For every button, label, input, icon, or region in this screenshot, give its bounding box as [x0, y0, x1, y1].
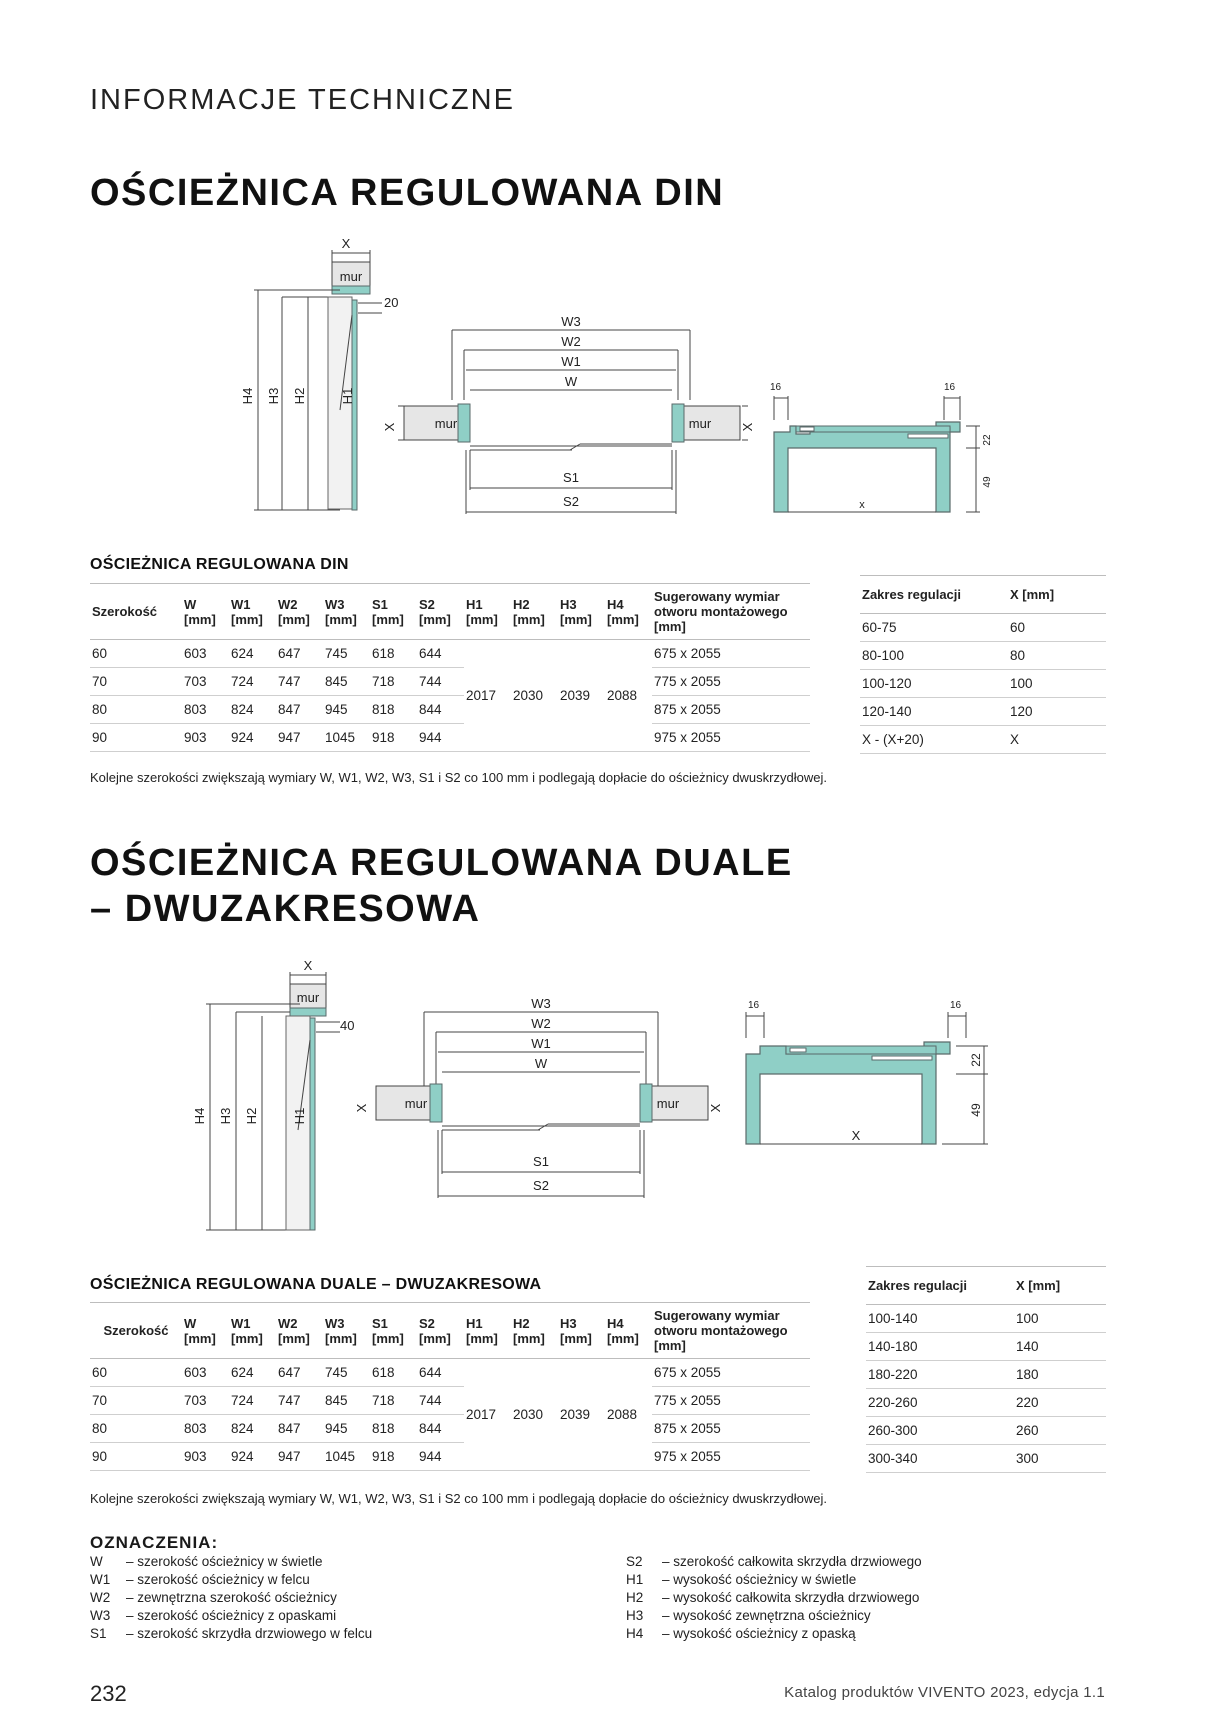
cell-opening: 775 x 2055	[652, 668, 810, 696]
table-row	[90, 696, 810, 724]
legend-item	[626, 1553, 922, 1571]
range-row	[866, 1305, 1106, 1333]
section1-range-table	[860, 575, 1106, 754]
side-offset-label: 20	[384, 295, 399, 310]
col-h4: H4 [mm]	[605, 584, 652, 640]
legend-desc: – zewnętrzna szerokość ościeżnicy	[126, 1590, 337, 1605]
cell-h3: 2039	[558, 1359, 605, 1471]
col-s1: S1 [mm]	[370, 1303, 417, 1359]
range-header-row	[860, 576, 1106, 614]
profile-view	[746, 1012, 988, 1144]
cell-w3: 745	[323, 640, 370, 668]
section1-table-title: OŚCIEŻNICA REGULOWANA DIN	[90, 556, 349, 573]
side-h2-label: H2	[244, 1107, 259, 1125]
cell-w1: 624	[229, 1359, 276, 1387]
cell-s1: 618	[370, 1359, 417, 1387]
section2-note: Kolejne szerokości zwiększają wymiary W, W1, W2, W3, S1 i S2 co 100 mm i podlegają dopłacie do ościeżnicy dwuskrzydłowej.	[90, 1491, 827, 1506]
cell-s1: 918	[370, 724, 417, 752]
legend-desc: – szerokość ościeżnicy w świetle	[126, 1554, 323, 1569]
cell-w1: 924	[229, 1443, 276, 1471]
col-opening: Sugerowany wymiar otworu montażowego [mm]	[652, 1303, 810, 1359]
cell-w1: 824	[229, 1415, 276, 1443]
cell-x: 100	[1008, 670, 1106, 698]
cell-width: 70	[90, 1387, 182, 1415]
front-w1-label: W1	[561, 354, 581, 369]
front-s1-label: S1	[533, 1154, 549, 1169]
front-w-label: W	[534, 1056, 548, 1071]
cell-w3: 1045	[323, 1443, 370, 1471]
front-s2-label: S2	[533, 1178, 549, 1193]
table-row	[90, 640, 810, 668]
col-h3: H3 [mm]	[558, 1303, 605, 1359]
cell-w1: 624	[229, 640, 276, 668]
legend-key: H4	[626, 1626, 644, 1641]
legend-item	[626, 1571, 922, 1589]
cell-s1: 818	[370, 1415, 417, 1443]
col-h2: H2 [mm]	[511, 1303, 558, 1359]
side-x-label: X	[341, 236, 351, 251]
legend-key: W1	[90, 1572, 111, 1587]
cell-w2: 847	[276, 696, 323, 724]
cell-w3: 845	[323, 1387, 370, 1415]
cell-w2: 647	[276, 1359, 323, 1387]
table-header-row	[90, 1303, 810, 1359]
cell-s2: 644	[417, 640, 464, 668]
cell-w2: 947	[276, 1443, 323, 1471]
legend-item	[626, 1589, 922, 1607]
front-x-left-label: X	[354, 1103, 369, 1113]
cell-x: 120	[1008, 698, 1106, 726]
side-offset-label: 40	[340, 1018, 355, 1033]
col-x: X [mm]	[1008, 576, 1106, 614]
section1-diagram	[0, 0, 1211, 560]
cell-opening: 875 x 2055	[652, 1415, 810, 1443]
side-h1-label: H1	[292, 1107, 307, 1125]
col-h2: H2 [mm]	[511, 584, 558, 640]
cell-opening: 875 x 2055	[652, 696, 810, 724]
cell-h2: 2030	[511, 640, 558, 752]
side-h4-label: H4	[192, 1107, 207, 1125]
side-x-label: X	[303, 958, 313, 973]
cell-opening: 975 x 2055	[652, 1443, 810, 1471]
legend-item	[90, 1553, 372, 1571]
range-row	[860, 698, 1106, 726]
cell-x: 260	[1014, 1417, 1106, 1445]
front-w3-label: W3	[561, 314, 581, 329]
cell-w3: 945	[323, 1415, 370, 1443]
section1-heading: OŚCIEŻNICA REGULOWANA DIN	[90, 172, 725, 214]
legend-right	[626, 1553, 922, 1643]
range-row	[866, 1361, 1106, 1389]
side-h1-label: H1	[340, 387, 355, 405]
side-mur-label: mur	[296, 990, 320, 1005]
legend-item	[626, 1607, 922, 1625]
col-w2: W2 [mm]	[276, 1303, 323, 1359]
side-view	[206, 972, 340, 1230]
cell-width: 90	[90, 1443, 182, 1471]
legend-desc: – szerokość skrzydła drzwiowego w felcu	[126, 1626, 373, 1641]
profile-16b-label: 16	[944, 382, 956, 393]
profile-x-label: X	[851, 1128, 861, 1143]
front-x-right-label: X	[708, 1103, 723, 1113]
cell-x: 60	[1008, 614, 1106, 642]
cell-w2: 747	[276, 668, 323, 696]
cell-s2: 944	[417, 1443, 464, 1471]
cell-range: 120-140	[860, 698, 1008, 726]
cell-w2: 647	[276, 640, 323, 668]
cell-range: 300-340	[866, 1445, 1014, 1473]
cell-x: 100	[1014, 1305, 1106, 1333]
cell-w: 903	[182, 1443, 229, 1471]
front-w1-label: W1	[531, 1036, 551, 1051]
cell-opening: 775 x 2055	[652, 1387, 810, 1415]
range-row	[866, 1333, 1106, 1361]
range-header-row	[866, 1267, 1106, 1305]
col-s1: S1 [mm]	[370, 584, 417, 640]
col-w2: W2 [mm]	[276, 584, 323, 640]
section2-diagram	[0, 950, 1211, 1240]
legend-key: W3	[90, 1608, 111, 1623]
range-row	[866, 1445, 1106, 1473]
cell-s1: 918	[370, 1443, 417, 1471]
cell-x: 80	[1008, 642, 1106, 670]
col-h3: H3 [mm]	[558, 584, 605, 640]
cell-width: 70	[90, 668, 182, 696]
range-row	[860, 642, 1106, 670]
col-w3: W3 [mm]	[323, 584, 370, 640]
cell-h1: 2017	[464, 1359, 511, 1471]
front-w3-label: W3	[531, 996, 551, 1011]
range-row	[866, 1417, 1106, 1445]
side-view	[254, 250, 382, 510]
col-h1: H1 [mm]	[464, 584, 511, 640]
page-number: 232	[90, 1681, 127, 1706]
table-row	[90, 724, 810, 752]
cell-width: 60	[90, 1359, 182, 1387]
catalog-edition: Katalog produktów VIVENTO 2023, edycja 1.1	[784, 1684, 1105, 1701]
cell-s1: 718	[370, 1387, 417, 1415]
front-mur-left-label: mur	[404, 1096, 428, 1111]
range-row	[866, 1389, 1106, 1417]
cell-w: 703	[182, 1387, 229, 1415]
cell-w2: 947	[276, 724, 323, 752]
section2-heading-line2: – DWUZAKRESOWA	[90, 888, 481, 930]
cell-w3: 1045	[323, 724, 370, 752]
cell-x: 220	[1014, 1389, 1106, 1417]
cell-w2: 747	[276, 1387, 323, 1415]
profile-x-label: x	[859, 499, 865, 511]
table-row	[90, 1359, 810, 1387]
col-opening: Sugerowany wymiar otworu montażowego [mm]	[652, 584, 810, 640]
section1-spec-table	[90, 583, 810, 752]
legend-desc: – wysokość zewnętrzna ościeżnicy	[662, 1608, 871, 1623]
side-h4-label: H4	[240, 387, 255, 405]
cell-w3: 745	[323, 1359, 370, 1387]
cell-opening: 975 x 2055	[652, 724, 810, 752]
col-w: W [mm]	[182, 1303, 229, 1359]
cell-range: 100-120	[860, 670, 1008, 698]
legend-item	[90, 1625, 372, 1643]
legend-item	[90, 1571, 372, 1589]
cell-x: X	[1008, 726, 1106, 754]
front-w-label: W	[564, 374, 578, 389]
profile-49-label: 49	[982, 476, 993, 488]
page-kicker: INFORMACJE TECHNICZNE	[90, 84, 515, 116]
profile-view	[774, 396, 980, 512]
table-row	[90, 668, 810, 696]
cell-range: 80-100	[860, 642, 1008, 670]
section1-note: Kolejne szerokości zwiększają wymiary W, W1, W2, W3, S1 i S2 co 100 mm i podlegają dopłacie do ościeżnicy dwuskrzydłowej.	[90, 770, 827, 785]
cell-w1: 824	[229, 696, 276, 724]
front-x-left-label: X	[382, 422, 397, 432]
cell-s1: 818	[370, 696, 417, 724]
front-mur-left-label: mur	[434, 416, 458, 431]
legend-desc: – wysokość całkowita skrzydła drzwiowego	[662, 1590, 920, 1605]
legend-key: H3	[626, 1608, 644, 1623]
cell-w3: 845	[323, 668, 370, 696]
cell-range: X - (X+20)	[860, 726, 1008, 754]
section2-table-title: OŚCIEŻNICA REGULOWANA DUALE – DWUZAKRESOWA	[90, 1276, 542, 1293]
legend-key: W	[90, 1554, 103, 1569]
cell-w1: 924	[229, 724, 276, 752]
cell-h3: 2039	[558, 640, 605, 752]
side-h3-label: H3	[266, 387, 281, 405]
col-w1: W1 [mm]	[229, 584, 276, 640]
col-h1: H1 [mm]	[464, 1303, 511, 1359]
table-row	[90, 1443, 810, 1471]
col-w: W [mm]	[182, 584, 229, 640]
cell-s2: 844	[417, 1415, 464, 1443]
col-range: Zakres regulacji	[860, 576, 1008, 614]
cell-s1: 718	[370, 668, 417, 696]
cell-h4: 2088	[605, 1359, 652, 1471]
section2-range-table	[866, 1266, 1106, 1473]
col-s2: S2 [mm]	[417, 1303, 464, 1359]
cell-w2: 847	[276, 1415, 323, 1443]
range-row	[860, 670, 1106, 698]
front-mur-right-label: mur	[656, 1096, 680, 1111]
table-row	[90, 1387, 810, 1415]
cell-w1: 724	[229, 668, 276, 696]
cell-w: 803	[182, 1415, 229, 1443]
cell-w: 603	[182, 640, 229, 668]
legend-key: S1	[90, 1626, 107, 1641]
legend-desc: – szerokość całkowita skrzydła drzwiowego	[662, 1554, 922, 1569]
legend-item	[626, 1625, 922, 1643]
legend-desc: – wysokość ościeżnicy z opaską	[662, 1626, 856, 1641]
side-h3-label: H3	[218, 1107, 233, 1125]
profile-22-label: 22	[969, 1053, 983, 1067]
col-range: Zakres regulacji	[866, 1267, 1014, 1305]
cell-s2: 844	[417, 696, 464, 724]
cell-x: 140	[1014, 1333, 1106, 1361]
front-w2-label: W2	[561, 334, 581, 349]
cell-width: 90	[90, 724, 182, 752]
legend-key: W2	[90, 1590, 111, 1605]
legend-key: H2	[626, 1590, 644, 1605]
cell-h1: 2017	[464, 640, 511, 752]
col-w3: W3 [mm]	[323, 1303, 370, 1359]
front-w2-label: W2	[531, 1016, 551, 1031]
range-row	[860, 726, 1106, 754]
col-x: X [mm]	[1014, 1267, 1106, 1305]
front-mur-right-label: mur	[688, 416, 712, 431]
col-width: Szerokość	[90, 584, 182, 640]
legend-desc: – szerokość ościeżnicy w felcu	[126, 1572, 310, 1587]
cell-range: 100-140	[866, 1305, 1014, 1333]
legend-desc: – szerokość ościeżnicy z opaskami	[126, 1608, 337, 1623]
section2-spec-table	[90, 1302, 810, 1471]
cell-range: 60-75	[860, 614, 1008, 642]
legend-key: H1	[626, 1572, 644, 1587]
cell-range: 260-300	[866, 1417, 1014, 1445]
profile-22-label: 22	[982, 434, 993, 446]
cell-s2: 744	[417, 1387, 464, 1415]
legend-item	[90, 1607, 372, 1625]
cell-x: 180	[1014, 1361, 1106, 1389]
profile-49-label: 49	[969, 1103, 983, 1117]
cell-w1: 724	[229, 1387, 276, 1415]
cell-opening: 675 x 2055	[652, 1359, 810, 1387]
range-row	[860, 614, 1106, 642]
front-s1-label: S1	[563, 470, 579, 485]
cell-width: 80	[90, 696, 182, 724]
cell-s1: 618	[370, 640, 417, 668]
profile-16a-label: 16	[770, 382, 782, 393]
side-mur-label: mur	[339, 269, 363, 284]
cell-w3: 945	[323, 696, 370, 724]
profile-16a-label: 16	[748, 1000, 760, 1011]
legend-title: OZNACZENIA:	[90, 1533, 219, 1552]
front-x-right-label: X	[740, 422, 755, 432]
cell-s2: 944	[417, 724, 464, 752]
cell-w: 603	[182, 1359, 229, 1387]
cell-w: 803	[182, 696, 229, 724]
cell-h2: 2030	[511, 1359, 558, 1471]
cell-s2: 644	[417, 1359, 464, 1387]
cell-w: 903	[182, 724, 229, 752]
profile-16b-label: 16	[950, 1000, 962, 1011]
col-w1: W1 [mm]	[229, 1303, 276, 1359]
cell-x: 300	[1014, 1445, 1106, 1473]
legend-left	[90, 1553, 372, 1643]
cell-h4: 2088	[605, 640, 652, 752]
col-width: Szerokość	[90, 1303, 182, 1359]
cell-width: 80	[90, 1415, 182, 1443]
legend-key: S2	[626, 1554, 643, 1569]
col-h4: H4 [mm]	[605, 1303, 652, 1359]
section2-heading-line1: OŚCIEŻNICA REGULOWANA DUALE	[90, 842, 793, 884]
front-s2-label: S2	[563, 494, 579, 509]
table-header-row	[90, 584, 810, 640]
cell-range: 220-260	[866, 1389, 1014, 1417]
cell-opening: 675 x 2055	[652, 640, 810, 668]
cell-range: 180-220	[866, 1361, 1014, 1389]
cell-s2: 744	[417, 668, 464, 696]
table-row	[90, 1415, 810, 1443]
cell-w: 703	[182, 668, 229, 696]
col-s2: S2 [mm]	[417, 584, 464, 640]
legend-item	[90, 1589, 372, 1607]
legend-desc: – wysokość ościeżnicy w świetle	[662, 1572, 857, 1587]
cell-width: 60	[90, 640, 182, 668]
side-h2-label: H2	[292, 387, 307, 405]
cell-range: 140-180	[866, 1333, 1014, 1361]
